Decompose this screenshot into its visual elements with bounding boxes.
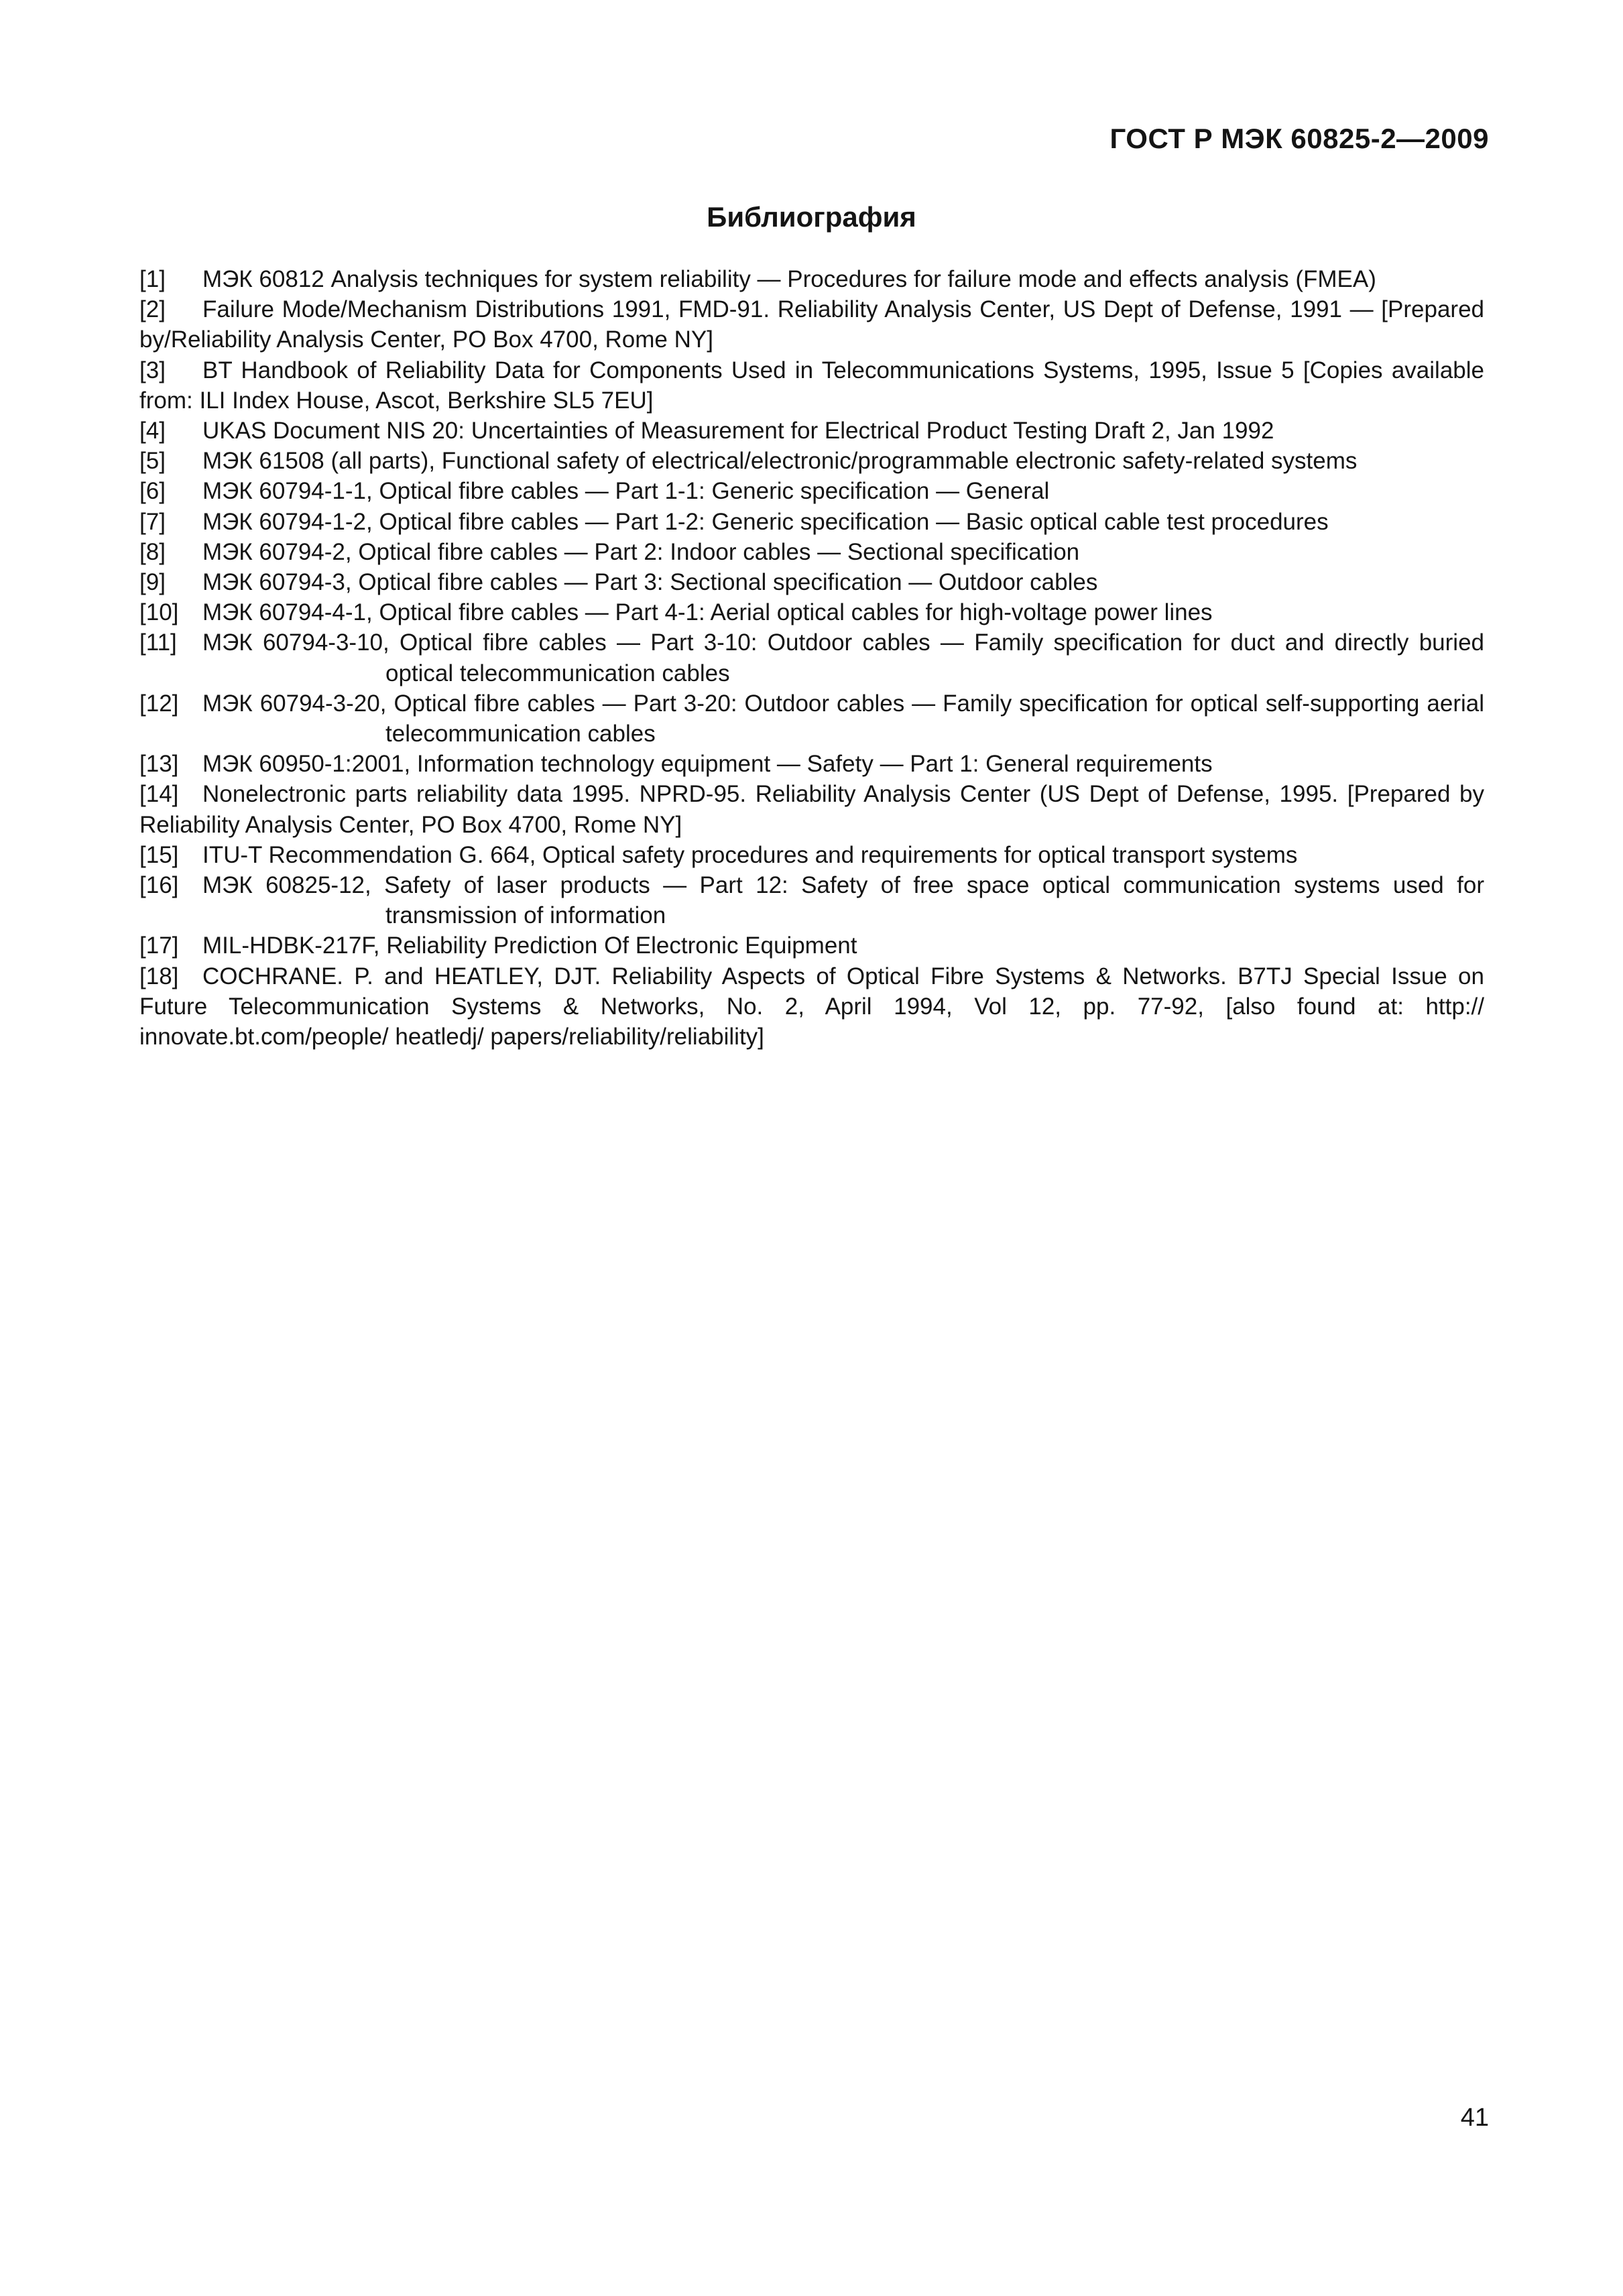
entry-number: [10]: [139, 599, 179, 626]
entry-text: COCHRANE. P. and HEATLEY, DJT. Reliability Aspects of Optical Fibre Systems & Networks. B7TJ Special Issue on Future Telecommunication Systems & Networks, No. 2, April 1994, Vol 12, pp. 77-92, [also found at: http:// innovate.bt.com/people/ heatledj/ papers/reliability/reliability]: [139, 963, 1484, 1050]
entry-text: МЭК 60794-1-1, Optical fibre cables — Part 1-1: Generic specification — General: [202, 478, 1050, 505]
entry-number: [2]: [139, 296, 166, 323]
bibliography-list: [139, 264, 1484, 1052]
bibliography-entry-1: [139, 264, 1484, 294]
document-header: ГОСТ Р МЭК 60825-2—2009: [1109, 123, 1489, 154]
entry-number: [16]: [139, 872, 179, 899]
bibliography-entry-6: [139, 476, 1484, 506]
entry-number: [18]: [139, 963, 179, 989]
entry-text: Failure Mode/Mechanism Distributions 1991, FMD-91. Reliability Analysis Center, US Dept of Defense, 1991 — [Prepared by/Reliability Analysis Center, PO Box 4700, Rome NY]: [139, 296, 1484, 353]
entry-number: [11]: [139, 629, 177, 656]
bibliography-entry-3: [139, 355, 1484, 416]
entry-text: МЭК 61508 (all parts), Functional safety of electrical/electronic/programmable electronic safety-related systems: [202, 448, 1358, 475]
entry-number: [12]: [139, 690, 179, 717]
entry-text: UKAS Document NIS 20: Uncertainties of Measurement for Electrical Product Testing Draft 2, Jan 1992: [202, 418, 1274, 444]
bibliography-entry-17: [139, 930, 1484, 961]
entry-number: [3]: [139, 357, 166, 383]
entry-text: Nonelectronic parts reliability data 1995. NPRD-95. Reliability Analysis Center (US Dept of Defense, 1995. [Prepared by Reliability Analysis Center, PO Box 4700, Rome NY]: [139, 781, 1484, 838]
entry-text: МЭК 60794-2, Optical fibre cables — Part 2: Indoor cables — Sectional specification: [202, 538, 1080, 565]
entry-text: МЭК 60825-12, Safety of laser products — Part 12: Safety of free space optical communication systems used for transmission of information: [202, 872, 1484, 929]
bibliography-entry-11: [139, 627, 1484, 688]
entry-number: [13]: [139, 751, 179, 778]
entry-number: [17]: [139, 932, 179, 959]
entry-text: ITU-T Recommendation G. 664, Optical safety procedures and requirements for optical transport systems: [202, 841, 1298, 868]
entry-text: BT Handbook of Reliability Data for Components Used in Telecommunications Systems, 1995, Issue 5 [Copies available from: ILI Index House, Ascot, Berkshire SL5 7EU]: [139, 357, 1484, 414]
bibliography-entry-10: [139, 597, 1484, 627]
entry-number: [7]: [139, 508, 166, 535]
entry-text: МЭК 60794-4-1, Optical fibre cables — Part 4-1: Aerial optical cables for high-voltage power lines: [202, 599, 1213, 626]
bibliography-entry-4: [139, 416, 1484, 446]
entry-text: МЭК 60950-1:2001, Information technology equipment — Safety — Part 1: General requirements: [202, 751, 1213, 778]
entry-text: МЭК 60794-3-10, Optical fibre cables — Part 3-10: Outdoor cables — Family specification for duct and directly buried optical telecommunication cables: [202, 629, 1484, 686]
bibliography-entry-8: [139, 537, 1484, 567]
bibliography-entry-7: [139, 507, 1484, 537]
bibliography-entry-18: [139, 961, 1484, 1052]
bibliography-entry-15: [139, 840, 1484, 870]
entry-text: МЭК 60794-1-2, Optical fibre cables — Part 1-2: Generic specification — Basic optical cable test procedures: [202, 508, 1329, 535]
bibliography-entry-2: [139, 294, 1484, 355]
entry-number: [5]: [139, 448, 166, 475]
entry-number: [9]: [139, 569, 166, 596]
entry-text: MIL-HDBK-217F, Reliability Prediction Of Electronic Equipment: [202, 932, 857, 959]
bibliography-entry-14: [139, 779, 1484, 839]
entry-number: [14]: [139, 781, 179, 808]
entry-text: МЭК 60794-3, Optical fibre cables — Part 3: Sectional specification — Outdoor cables: [202, 569, 1098, 596]
bibliography-entry-16: [139, 870, 1484, 930]
entry-number: [15]: [139, 841, 179, 868]
bibliography-title: Библиография: [707, 201, 916, 233]
bibliography-entry-12: [139, 688, 1484, 749]
bibliography-entry-9: [139, 567, 1484, 597]
entry-number: [4]: [139, 418, 166, 444]
entry-number: [8]: [139, 538, 166, 565]
entry-text: МЭК 60812 Analysis techniques for system reliability — Procedures for failure mode and effects analysis (FMEA): [202, 266, 1376, 292]
bibliography-entry-5: [139, 446, 1484, 476]
page-number: 41: [1460, 2104, 1489, 2132]
entry-number: [1]: [139, 266, 166, 292]
entry-text: МЭК 60794-3-20, Optical fibre cables — Part 3-20: Outdoor cables — Family specification for optical self-supporting aerial telecommunication cables: [202, 690, 1484, 747]
entry-number: [6]: [139, 478, 166, 505]
bibliography-entry-13: [139, 749, 1484, 779]
